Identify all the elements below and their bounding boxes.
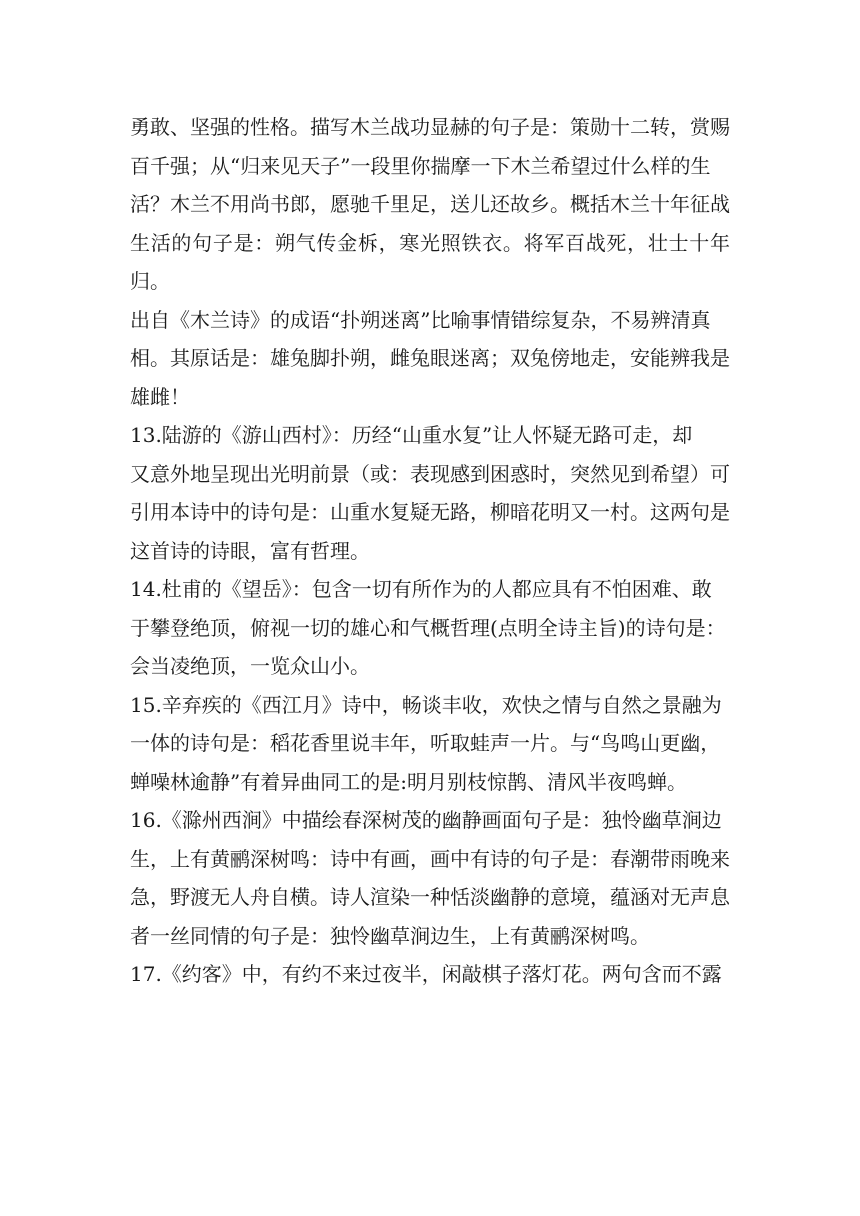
- paragraph-item-13: [130, 416, 730, 570]
- text-line: 一体的诗句是：稻花香里说丰年，听取蛙声一片。与“鸟鸣山更幽，: [130, 731, 721, 755]
- text-line: 15.辛弃疾的《西江月》诗中，畅谈丰收，欢快之情与自然之景融为: [130, 692, 722, 717]
- text-line: 百千强；从“归来见天子”一段里你揣摩一下木兰希望过什么样的生: [130, 153, 711, 178]
- text-line: 出自《木兰诗》的成语“扑朔迷离”比喻事情错综复杂，不易辨清真: [130, 307, 711, 332]
- text-line: 雄雌！: [130, 384, 190, 409]
- text-line: 活？木兰不用尚书郎，愿驰千里足，送儿还故乡。概括木兰十年征战: [130, 192, 730, 216]
- paragraph-item-16: [130, 801, 730, 955]
- text-line: 这首诗的诗眼，富有哲理。: [130, 538, 370, 563]
- text-line: 17.《约客》中，有约不来过夜半，闲敲棋子落灯花。两句含而不露: [130, 962, 722, 986]
- paragraph-item-15: [130, 686, 730, 802]
- text-line: 于攀登绝顶，俯视一切的雄心和气概哲理(点明全诗主旨)的诗句是：: [130, 615, 726, 640]
- document-body: [130, 108, 730, 994]
- text-line: 者一丝同情的句子是：独怜幽草涧边生，上有黄鹂深树鸣。: [130, 923, 650, 948]
- text-line: 又意外地呈现出光明前景（或：表现感到困惑时，突然见到希望）可: [130, 461, 730, 486]
- text-line: 生，上有黄鹂深树鸣：诗中有画，画中有诗的句子是：春潮带雨晚来: [130, 846, 730, 871]
- text-line: 会当凌绝顶，一览众山小。: [130, 654, 370, 678]
- text-line: 相。其原话是：雄兔脚扑朔，雌兔眼迷离；双兔傍地走，安能辨我是: [130, 346, 730, 370]
- text-line: 急，野渡无人舟自横。诗人渲染一种恬淡幽静的意境，蕴涵对无声息: [130, 885, 730, 909]
- text-line: 蝉噪林逾静”有着异曲同工的是:明月别枝惊鹊、清风半夜鸣蝉。: [130, 769, 687, 794]
- text-line: 16.《滁州西涧》中描绘春深树茂的幽静画面句子是：独怜幽草涧边: [130, 808, 722, 832]
- text-line: 13.陆游的《游山西村》：历经“山重水复”让人怀疑无路可走，却: [130, 423, 693, 447]
- paragraph-mulan-continuation: [130, 108, 730, 416]
- paragraph-item-17: [130, 955, 730, 994]
- text-line: 14.杜甫的《望岳》：包含一切有所作为的人都应具有不怕困难、敢: [130, 577, 712, 601]
- text-line: 生活的句子是：朔气传金柝，寒光照铁衣。将军百战死，壮士十年归。: [130, 230, 730, 293]
- paragraph-item-14: [130, 570, 730, 686]
- text-line: 引用本诗中的诗句是：山重水复疑无路，柳暗花明又一村。这两句是: [130, 500, 730, 524]
- text-line: 勇敢、坚强的性格。描写木兰战功显赫的句子是：策勋十二转，赏赐: [130, 115, 730, 139]
